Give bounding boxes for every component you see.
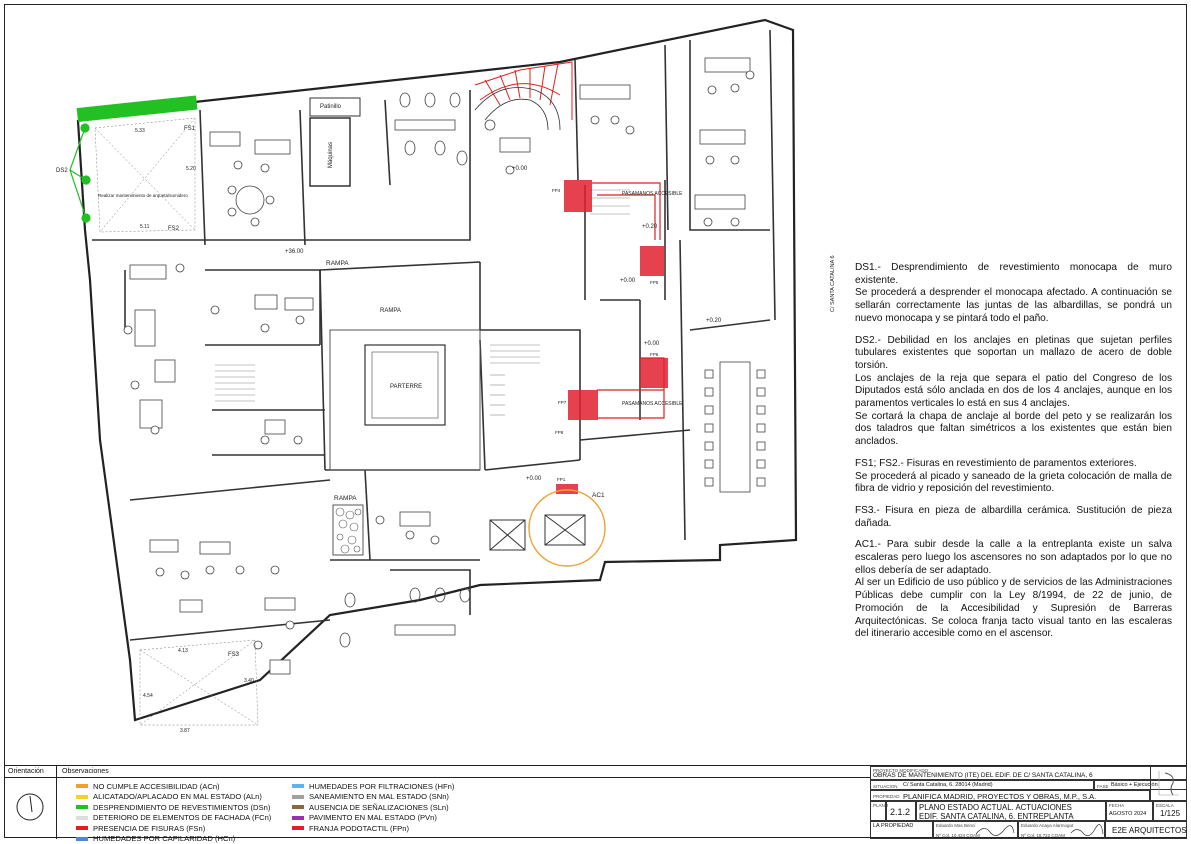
level-plus36: +36.00 <box>285 249 304 255</box>
legend-label: SANEAMIENTO EN MAL ESTADO (SNn) <box>309 792 449 801</box>
tb-escala <box>1153 801 1187 821</box>
legend-item <box>76 834 271 844</box>
note-fs3-text: FS3.- Fisura en pieza de albardilla cerámica. Sustitución de pieza dañada. <box>855 505 1172 530</box>
level-020-a: +0.20 <box>642 224 658 230</box>
legend-swatch <box>76 837 88 841</box>
tb-fecha-value: AGOSTO 2024 <box>1109 811 1146 817</box>
legend-item <box>76 813 271 824</box>
dim-387: 3.87 <box>180 728 190 734</box>
building-outline <box>78 20 796 720</box>
level-0-d: +0.00 <box>526 476 542 482</box>
legend-label: PRESENCIA DE FISURAS (FSn) <box>93 824 205 833</box>
ds2-tag: DS2 <box>56 168 68 174</box>
fp5-tag: FP5 <box>650 280 659 285</box>
tb-fase-value: Básico + Ejecución <box>1111 782 1158 788</box>
note-ds2-text: DS2.- Debilidad en los anclajes en pletinas que sujetan perfiles tubulares existentes que soportan un mallazo de acero de doble torsión. <box>855 335 1172 373</box>
legend-label: PAVIMENTO EN MAL ESTADO (PVn) <box>309 813 437 822</box>
firm-logo-icon <box>1151 767 1186 800</box>
legend-item <box>76 802 271 813</box>
tb-propiedad-value: PLANIFICA MADRID, PROYECTOS Y OBRAS, M.P., S.A. <box>903 792 1096 801</box>
dim-511: 5.11 <box>140 224 150 230</box>
tb-arq1-col: Nº Col. 10.424 COAM <box>936 833 980 838</box>
dim-520: 5.20 <box>186 166 196 172</box>
street-label <box>812 250 852 330</box>
tb-architect-1 <box>933 821 1018 839</box>
tb-propiedad <box>870 790 1150 801</box>
walls <box>92 30 775 640</box>
tb-plano-label: PLANO <box>873 803 888 808</box>
tb-escala-label: ESCALA <box>1156 803 1174 808</box>
label-pasamanos-top: PASAMANOS ACCESIBLE <box>622 191 683 197</box>
note-ds1-text: Se procederá a desprender el monocapa afectado. A continuación se sellarán correctamente las juntas de las albardillas, se pondrá un nuevo monocapa y se pintará todo el paño. <box>855 287 1172 325</box>
tb-plano-title-1: PLANO ESTADO ACTUAL. ACTUACIONES <box>919 803 1072 812</box>
legend-swatch <box>292 805 304 809</box>
bottom-strip <box>4 765 1187 839</box>
legend-label: NO CUMPLE ACCESIBILIDAD (ACn) <box>93 782 220 791</box>
legend-label: ALICATADO/APLACADO EN MAL ESTADO (ALn) <box>93 792 262 801</box>
note-ds2-text: Los anclajes de la reja que separa el patio del Congreso de los Diputados está sólo anclada en dos de los 4 anclajes, aunque en los paramentos verticales lo está en sus 4 anclajes. <box>855 373 1172 411</box>
observations-box <box>56 766 871 839</box>
tb-architect-2 <box>1018 821 1105 839</box>
fs1-tag: FS1 <box>184 126 196 132</box>
tb-arq2-col: Nº Col. 18.722 COAM <box>1021 833 1065 838</box>
tb-escala-value: 1/125 <box>1160 809 1180 818</box>
legend-item <box>76 781 271 792</box>
dim-533: 5.33 <box>135 128 145 134</box>
note-fs <box>855 458 1172 496</box>
note-fs-text: Se procederá al picado y saneado de la grieta colocación de malla de fibra de vidrio y reposición del revestimiento. <box>855 471 1172 496</box>
legend-label: AUSENCIA DE SEÑALIZACIONES (SLn) <box>309 803 449 812</box>
tb-la-propiedad: LA PROPIEDAD <box>870 821 933 839</box>
legend-label: HUMEDADES POR CAPILARIDAD (HCn) <box>93 834 235 843</box>
tb-plano-title-2: EDIF. SANTA CATALINA, 6. ENTREPLANTA <box>919 812 1074 821</box>
ds1-parapet <box>77 96 198 122</box>
tb-situacion <box>870 780 1094 790</box>
level-0-c: +0.00 <box>644 341 660 347</box>
fp7-tag: FP7 <box>558 400 567 405</box>
tb-plano-title <box>916 801 1106 821</box>
street-name: C/ SANTA CATALINA 6 <box>830 255 836 312</box>
legend-swatch <box>76 805 88 809</box>
legend-item <box>292 823 454 834</box>
tb-propiedad-label: PROPIEDAD <box>873 794 900 799</box>
tb-plano-label-box <box>870 801 886 821</box>
dim-413: 4.13 <box>178 648 188 654</box>
ac1-tag: AC1 <box>592 492 605 499</box>
legend-swatch <box>76 795 88 799</box>
note-ac1-text: AC1.- Para subir desde la calle a la entreplanta existe un salva escaleras pero luego los ascensores no son adaptados por lo que no ellos debería de ser adaptado. <box>855 539 1172 577</box>
note-ds1-text: DS1.- Desprendimiento de revestimiento monocapa de muro existente. <box>855 262 1172 287</box>
legend-swatch <box>292 784 304 788</box>
legend-swatch <box>76 826 88 830</box>
level-0-a: +0.00 <box>512 166 528 172</box>
tb-proyecto-value: OBRAS DE MANTENIMIENTO (ITE) DEL EDIF. DE C/ SANTA CATALINA, 6 <box>873 772 1093 779</box>
fs3-tag: FS3 <box>228 652 240 658</box>
label-pasamanos-bottom: PASAMANOS ACCESIBLE <box>622 401 683 407</box>
tb-fase-label: FASE <box>1097 784 1109 789</box>
dim-454: 4.54 <box>143 693 153 699</box>
note-ac1 <box>855 539 1172 641</box>
orientation-box <box>4 766 57 839</box>
level-0-b: +0.00 <box>620 278 636 284</box>
legend-item <box>76 823 271 834</box>
label-ramp-center: RAMPA <box>380 308 401 314</box>
note-ds2-text: Se cortará la chapa de anclaje al borde del peto y se realizarán los dos taladros que faltan simétricos a los existentes que están bien anclados. <box>855 411 1172 449</box>
maintenance-note: Realizar mantenimiento de arqueta/sumidero <box>98 193 188 198</box>
tb-firm: E2E ARQUITECTOS <box>1105 821 1187 839</box>
legend-swatch <box>76 816 88 820</box>
legend-swatch <box>76 784 88 788</box>
legend-swatch <box>292 795 304 799</box>
fp6-tag: FP6 <box>650 352 659 357</box>
label-parterre: PARTERRE <box>390 384 422 390</box>
tb-logo <box>1150 766 1187 801</box>
toilets <box>340 93 470 647</box>
courtyard <box>330 330 480 470</box>
label-ramp-bottom: RAMPA <box>334 495 357 502</box>
fp4-tag: FP4 <box>552 188 561 193</box>
pebble-area <box>333 505 363 555</box>
legend-swatch <box>292 826 304 830</box>
tb-situacion-label: SITUACION <box>873 784 898 789</box>
tb-situacion-value: C/ Santa Catalina, 6. 28014 (Madrid) <box>903 782 993 788</box>
legend-right <box>292 781 454 834</box>
signature-2 <box>1069 824 1104 838</box>
note-fs3 <box>855 505 1172 530</box>
title-block <box>870 766 1187 839</box>
legend-label: HUMEDADES POR FILTRACIONES (HFn) <box>309 782 454 791</box>
legend-label: FRANJA PODOTACTIL (FPn) <box>309 824 409 833</box>
tb-proyecto-label: PROYECTO MODIFICADO <box>873 768 928 773</box>
legend-label: DESPRENDIMIENTO DE REVESTIMIENTOS (DSn) <box>93 803 270 812</box>
label-patinillo: Patinillo <box>320 104 342 110</box>
legend-item <box>292 781 454 792</box>
legend-left <box>76 781 271 844</box>
legend-item <box>292 802 454 813</box>
label-ramp-top: RAMPA <box>326 260 349 267</box>
dim-340: 3.40 <box>244 678 254 684</box>
level-020-b: +0.20 <box>706 318 722 324</box>
note-ds1 <box>855 262 1172 326</box>
tb-plano-num: 2.1.2 <box>886 801 916 821</box>
tb-arq2: Eduardo Anaya Alarmogut <box>1021 823 1073 828</box>
legend-item <box>292 792 454 803</box>
legend-item <box>76 792 271 803</box>
signature-1 <box>974 824 1016 838</box>
tb-proyecto <box>870 766 1187 780</box>
orientation-label: Orientación <box>8 768 44 775</box>
tb-arq1: Eduardo Mas Bencí <box>936 823 976 828</box>
notes-panel <box>855 262 1172 650</box>
tb-fecha-label: FECHA <box>1109 803 1124 808</box>
north-arrow-icon <box>15 792 45 822</box>
tb-fecha <box>1106 801 1153 821</box>
observations-label: Observaciones <box>62 768 109 775</box>
label-maquinas: Máquinas <box>328 142 334 168</box>
fp1-tag: FP1 <box>557 477 566 482</box>
legend-label: DETERIORO DE ELEMENTOS DE FACHADA (FCn) <box>93 813 271 822</box>
fp8-tag: FP8 <box>555 430 564 435</box>
fs2-tag: FS2 <box>168 226 180 232</box>
legend-swatch <box>292 816 304 820</box>
note-ds2 <box>855 335 1172 449</box>
note-fs-text: FS1; FS2.- Fisuras en revestimiento de paramentos exteriores. <box>855 458 1172 471</box>
legend-item <box>292 813 454 824</box>
note-ac1-text: Al ser un Edificio de uso público y de servicios de las Administraciones Públicas debe cumplir con la Ley 8/1994, de 22 de junio, de Promoción de la Accesibilidad y Supresión de Barreras Arquitectónicas. Se coloca franja tacto visual tanto en las escaleras del itinerario accesible como en el ascensor. <box>855 577 1172 641</box>
elevator <box>490 515 585 550</box>
